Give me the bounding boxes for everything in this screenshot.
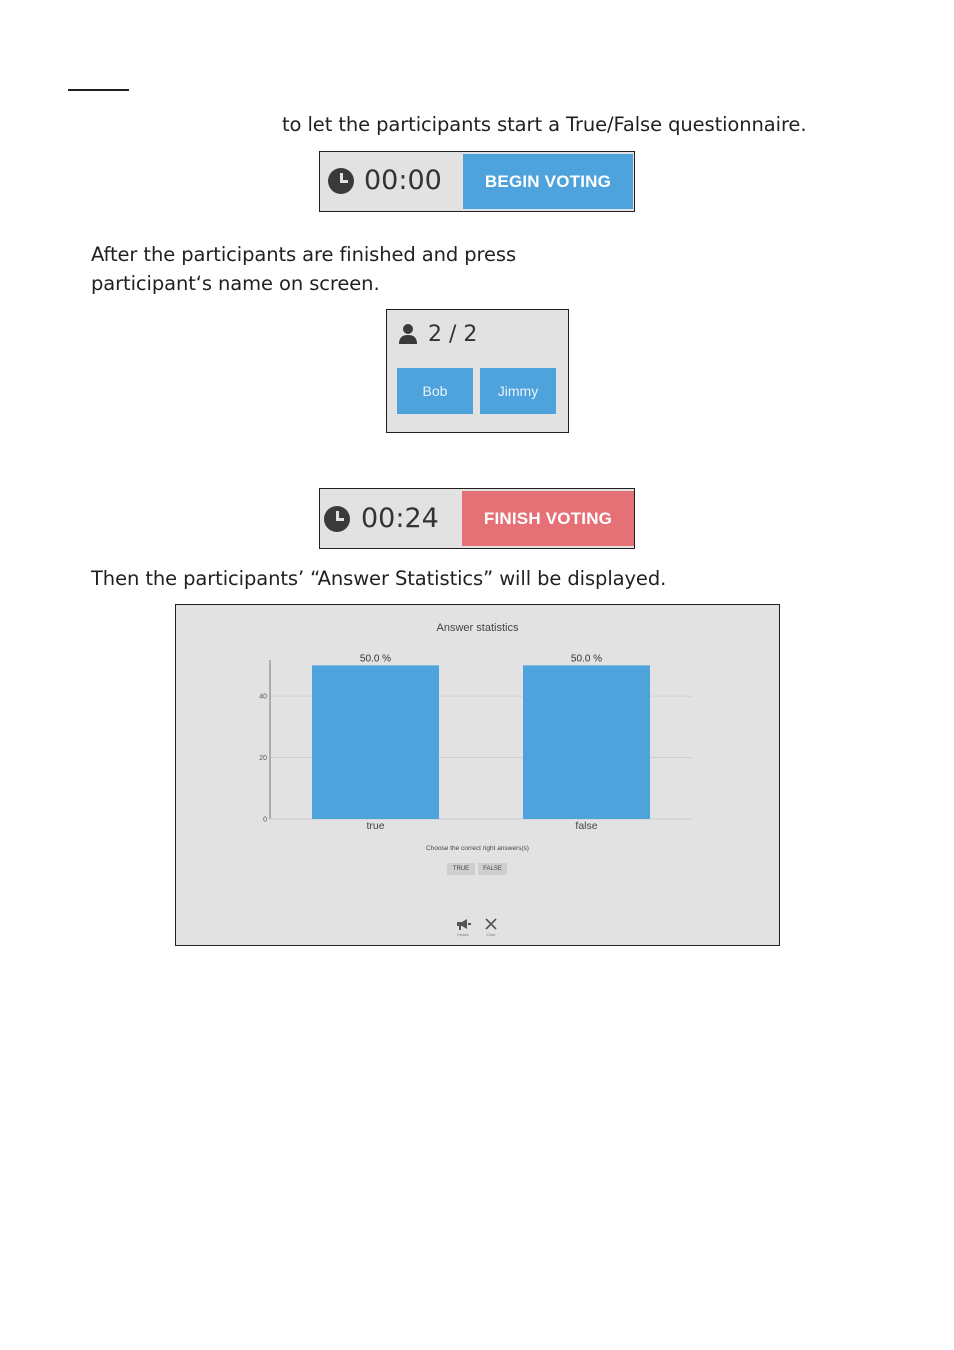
underline-rule	[68, 89, 129, 91]
close-label: Close	[486, 933, 496, 937]
bar-false	[523, 665, 650, 819]
finish-voting-button[interactable]: FINISH VOTING	[462, 491, 634, 546]
begin-voting-panel	[319, 151, 635, 212]
timer-display: 00:00	[364, 165, 442, 196]
data-label: 50.0 %	[359, 653, 392, 665]
y-tick-label: 0	[263, 816, 267, 824]
finish-text-line-1: After the participants are finished and press	[91, 243, 517, 266]
participants-panel	[386, 309, 569, 433]
category-label: false	[575, 820, 598, 832]
finish-voting-panel	[319, 488, 635, 549]
close-icon	[482, 917, 500, 931]
y-tick-label: 40	[259, 693, 267, 701]
person-icon	[398, 323, 418, 345]
answer-statistics-chart	[176, 605, 779, 945]
explain-label: Explain	[457, 933, 469, 937]
answer-statistics-panel	[175, 604, 780, 946]
clock-icon	[328, 168, 354, 194]
intro-text: to let the participants start a True/False questionnaire.	[282, 113, 807, 136]
participant-count: 2 / 2	[428, 322, 478, 347]
begin-voting-button[interactable]: BEGIN VOTING	[463, 154, 633, 209]
answer-button-true[interactable]: TRUE	[447, 863, 475, 875]
explain-button[interactable]	[454, 916, 472, 938]
participant-button-jimmy[interactable]: Jimmy	[480, 368, 556, 414]
stats-text: Then the participants’ “Answer Statistics” will be displayed.	[91, 567, 667, 590]
y-tick-label: 20	[259, 755, 267, 763]
data-label: 50.0 %	[570, 653, 603, 665]
clock-icon	[324, 506, 350, 532]
bar-true	[312, 665, 439, 819]
megaphone-icon	[454, 917, 472, 931]
category-label: true	[366, 820, 385, 832]
chart-title: Answer statistics	[436, 622, 519, 634]
close-button[interactable]	[482, 916, 500, 938]
answer-prompt: Choose the correct right answers(s)	[426, 845, 529, 852]
answer-button-false[interactable]: FALSE	[478, 863, 507, 875]
participant-button-bob[interactable]: Bob	[397, 368, 473, 414]
finish-text-line-2: participant‘s name on screen.	[91, 272, 380, 295]
timer-display: 00:24	[361, 503, 439, 534]
